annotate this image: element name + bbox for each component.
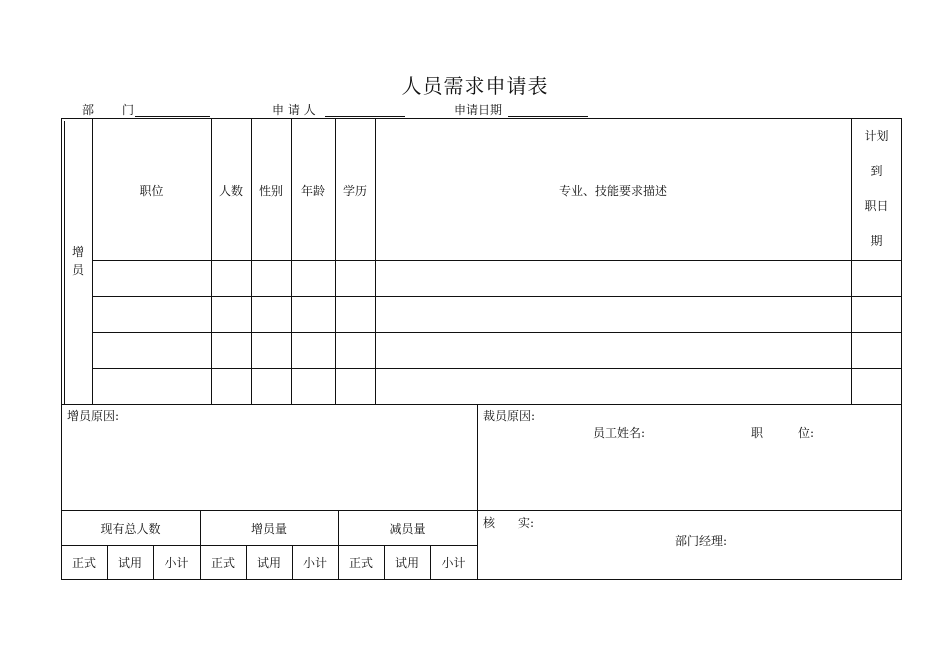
- row-divider: [92, 296, 902, 297]
- applicant-field[interactable]: [325, 116, 405, 117]
- col-header-position: 职位: [139, 184, 164, 198]
- dept-label-a: 部: [82, 103, 95, 117]
- planned-date-line: 到: [870, 164, 883, 178]
- row-divider: [92, 332, 902, 333]
- reduce-reason-label: 裁员原因:: [483, 409, 536, 423]
- page-title: 人员需求申请表: [401, 74, 549, 98]
- stats-row-divider: [61, 545, 477, 546]
- col-divider: [291, 118, 292, 404]
- employee-name-label: 员工姓名:: [593, 426, 646, 440]
- stats-current-total: 现有总人数: [100, 522, 161, 536]
- increase-reason-label: 增员原因:: [67, 409, 120, 423]
- verify-label-b: 实:: [518, 516, 535, 530]
- col-header-gender: 性别: [258, 184, 283, 198]
- planned-date-line: 职日: [864, 199, 889, 213]
- col-header-planned-date: [851, 119, 902, 259]
- position-label-a: 职: [751, 426, 764, 440]
- section-divider: [61, 404, 902, 405]
- stats-sub-subtotal: 小计: [164, 556, 189, 570]
- stats-increase-qty: 增员量: [250, 522, 287, 536]
- side-label-text: 增员: [71, 245, 84, 277]
- col-divider: [251, 118, 252, 404]
- stats-sub-trial: 试用: [256, 556, 281, 570]
- verify-label-a: 核: [483, 516, 496, 530]
- stats-sub-formal: 正式: [348, 556, 373, 570]
- dept-manager-label: 部门经理:: [675, 534, 728, 548]
- section-divider: [61, 510, 902, 511]
- stats-sub-trial: 试用: [117, 556, 142, 570]
- row-divider: [92, 368, 902, 369]
- col-divider: [335, 118, 336, 404]
- col-header-skills: 专业、技能要求描述: [558, 184, 667, 198]
- col-header-education: 学历: [342, 184, 367, 198]
- col-header-count: 人数: [218, 184, 243, 198]
- planned-date-line: 期: [870, 234, 883, 248]
- dept-field[interactable]: [135, 116, 210, 117]
- stats-sub-formal: 正式: [210, 556, 235, 570]
- col-divider: [211, 118, 212, 404]
- stats-reduce-qty: 减员量: [389, 522, 426, 536]
- stats-sub-trial: 试用: [394, 556, 419, 570]
- middle-divider: [477, 404, 478, 580]
- table-cell[interactable]: [376, 261, 851, 296]
- date-field[interactable]: [508, 116, 588, 117]
- col-header-age: 年龄: [300, 184, 325, 198]
- stats-sub-subtotal: 小计: [302, 556, 327, 570]
- position-label-b: 位:: [798, 426, 815, 440]
- table-cell[interactable]: [93, 261, 211, 296]
- stats-sub-formal: 正式: [71, 556, 96, 570]
- date-label: 申请日期: [454, 103, 503, 117]
- side-label-increase: [64, 243, 92, 279]
- dept-label-b: 门: [122, 103, 135, 117]
- planned-date-line: 计划: [864, 129, 889, 143]
- applicant-label: 申 请 人: [272, 103, 316, 117]
- stats-sub-subtotal: 小计: [441, 556, 466, 570]
